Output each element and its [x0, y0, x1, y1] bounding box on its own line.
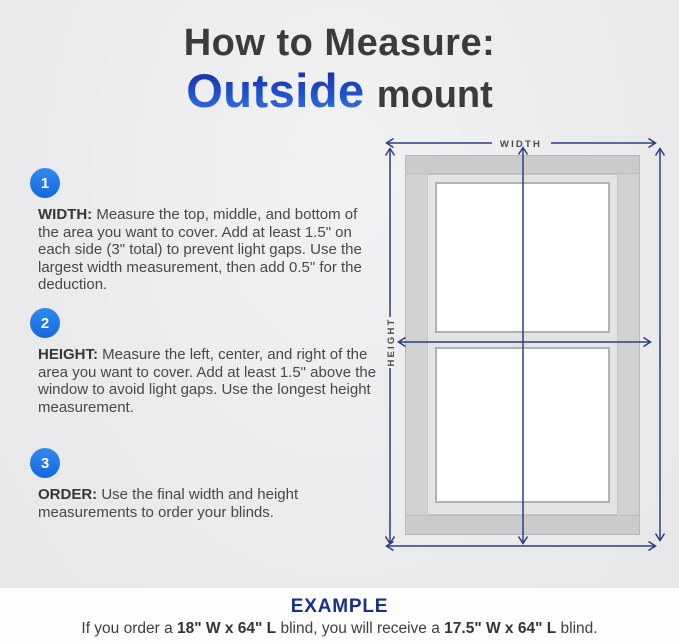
step-2 — [28, 308, 380, 416]
step-2-text — [38, 346, 380, 416]
title-line2 — [0, 65, 679, 129]
page-title — [0, 22, 679, 129]
example-section — [0, 588, 679, 644]
step-2-badge: 2 — [30, 308, 60, 338]
step-1 — [28, 168, 380, 294]
example-seg-3: blind. — [556, 620, 598, 637]
window-upper-pane — [435, 182, 610, 333]
step-3-badge: 3 — [30, 448, 60, 478]
title-line1: How to Measure: — [183, 22, 496, 64]
window-top-casing — [406, 156, 639, 174]
window-sill — [406, 515, 639, 534]
step-3-body: Use the final width and height measurements to order your blinds. — [38, 486, 299, 521]
width-label: WIDTH — [499, 139, 543, 150]
step-3 — [28, 448, 380, 521]
step-2-body: Measure the left, center, and right of the area you want to cover. Add at least 1.5" above the window to avoid light gaps. Use the longest height measurement. — [38, 346, 377, 416]
step-2-label: HEIGHT: — [38, 346, 98, 363]
step-3-text — [38, 486, 380, 521]
example-ordered-size: 18" W x 64" L — [177, 620, 277, 637]
step-1-label: WIDTH: — [38, 206, 93, 223]
step-1-body: Measure the top, middle, and bottom of the area you want to cover. Add at least 1.5" on each side (3" total) to prevent light gaps. Use the largest width measurement, then add 0.5" for the deduction. — [38, 206, 362, 293]
example-received-size: 17.5" W x 64" L — [444, 620, 557, 637]
example-seg-1: If you order a — [81, 620, 178, 637]
step-1-text — [38, 206, 380, 294]
window-illustration — [405, 155, 640, 535]
title-suffix: mount — [376, 74, 493, 116]
height-label: HEIGHT — [386, 317, 397, 367]
step-3-label: ORDER: — [38, 486, 98, 503]
window-sash-frame — [427, 174, 618, 515]
example-text — [0, 620, 679, 638]
step-1-badge: 1 — [30, 168, 60, 198]
window-lower-pane — [435, 347, 610, 503]
example-seg-2: blind, you will receive a — [276, 620, 445, 637]
example-heading: EXAMPLE — [290, 596, 389, 617]
title-highlight: Outside — [186, 64, 365, 117]
